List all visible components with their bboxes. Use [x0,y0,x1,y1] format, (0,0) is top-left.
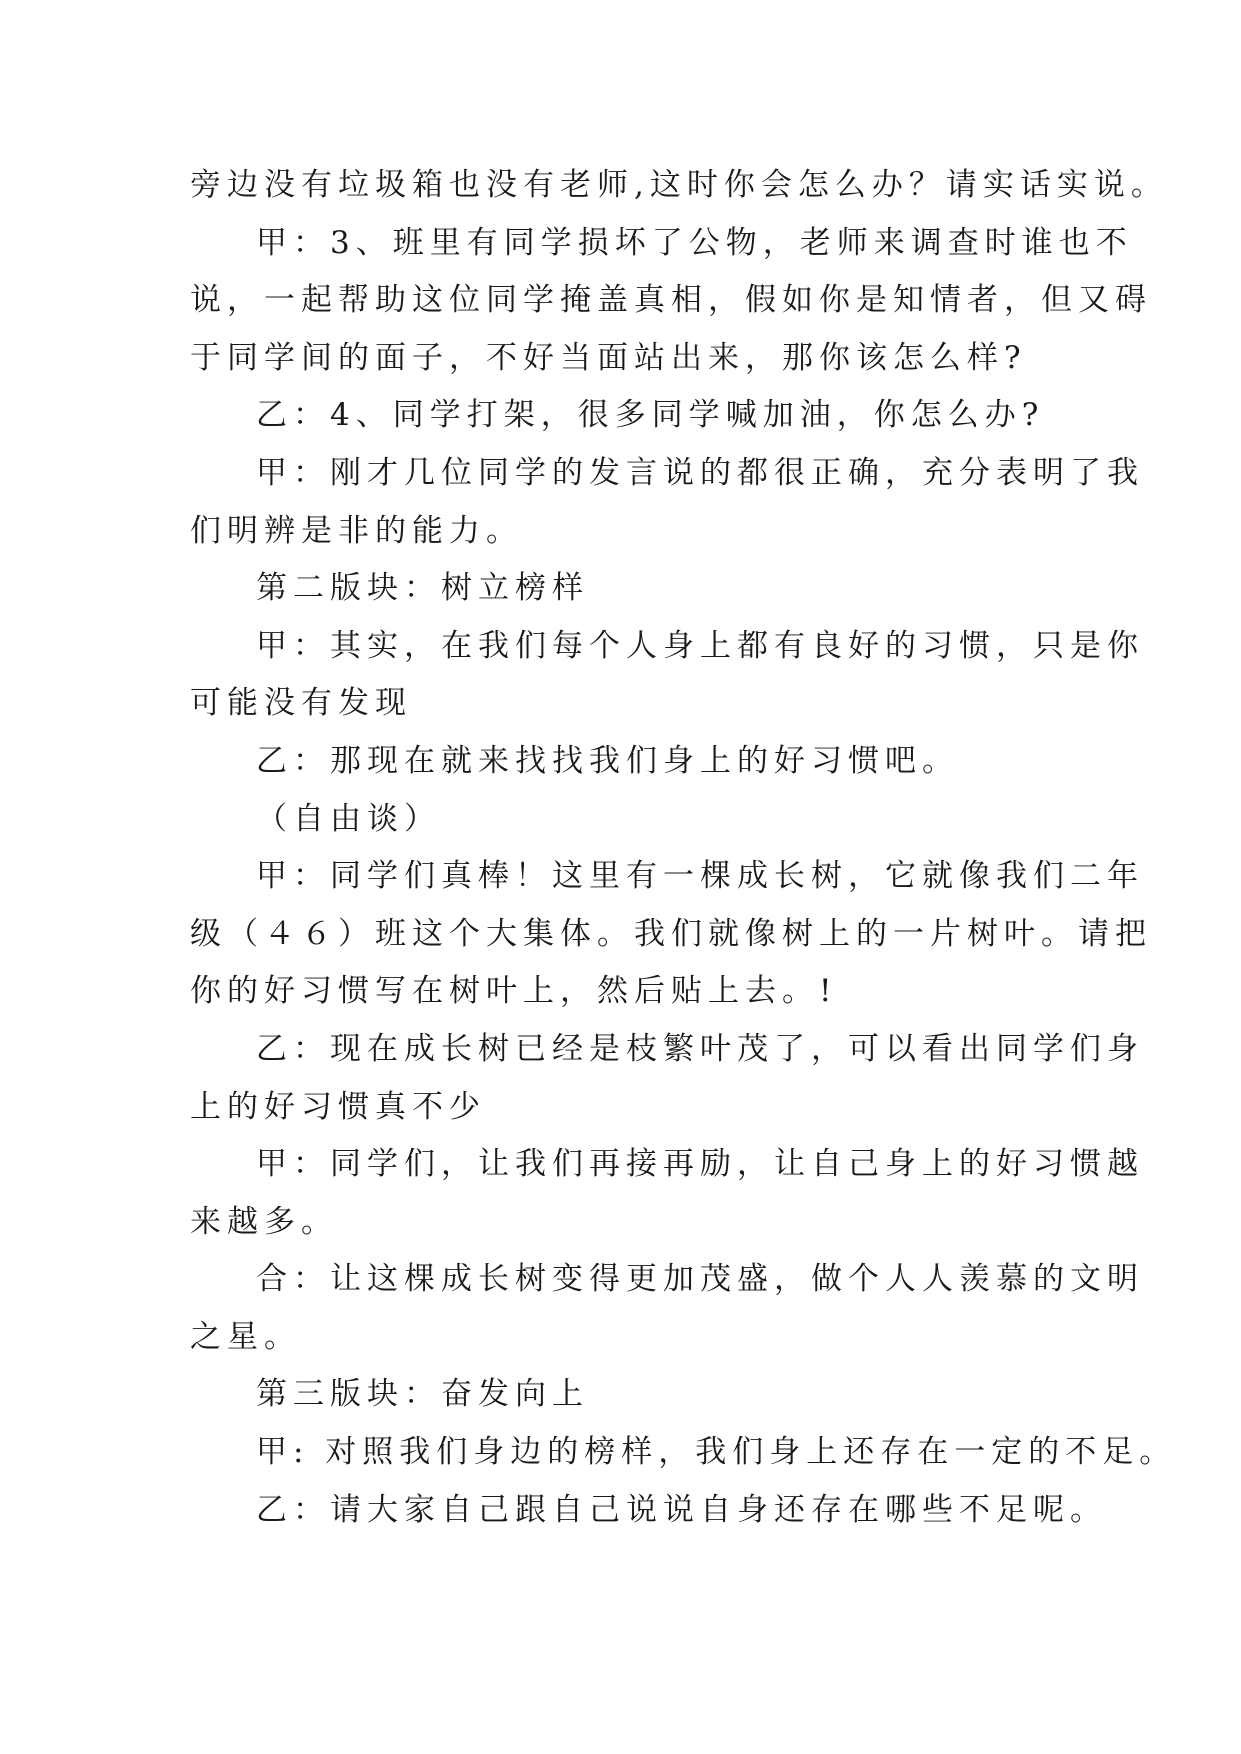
text-line: 旁边没有垃圾箱也没有老师,这时你会怎么办？请实话实说。 [190,167,1168,203]
text-line: 乙：请大家自己跟自己说说自身还存在哪些不足呢。 [256,1491,1107,1528]
text-line: 们明辨是非的能力。 [190,512,523,549]
text-line: 来越多。 [190,1203,338,1240]
text-line: 乙：4、同学打架，很多同学喊加油，你怎么办? [256,397,1045,434]
text-line: 乙：现在成长树已经是枝繁叶茂了，可以看出同学们身 [256,1030,1144,1067]
text-line: 说，一起帮助这位同学掩盖真相，假如你是知情者，但又碍 [190,282,1152,319]
text-line: 级（４６）班这个大集体。我们就像树上的一片树叶。请把 [190,915,1152,952]
text-line: 上的好习惯真不少 [190,1088,486,1125]
text-line: 甲：其实，在我们每个人身上都有良好的习惯，只是你 [256,627,1144,664]
text-line: 你的好习惯写在树叶上，然后贴上去。! [190,973,838,1010]
text-line: 甲：刚才几位同学的发言说的都很正确，充分表明了我 [256,454,1144,491]
text-line: 乙：那现在就来找找我们身上的好习惯吧。 [256,742,959,779]
section-heading: 第二版块：树立榜样 [256,570,589,607]
text-line: 甲：同学们真棒！这里有一棵成长树，它就像我们二年 [256,858,1144,895]
text-line: 甲：3、班里有同学损坏了公物，老师来调查时谁也不 [256,224,1133,261]
section-heading: 第三版块：奋发向上 [256,1376,589,1413]
text-line: （自由谈） [256,800,441,837]
text-line: 于同学间的面子，不好当面站出来，那你该怎么样? [190,339,1027,376]
text-line: 甲：同学们，让我们再接再励，让自己身上的好习惯越 [256,1146,1144,1183]
text-line: 可能没有发现 [190,685,412,722]
document-body [190,157,1177,1539]
text-line: 甲: 对照我们身边的榜样，我们身上还存在一定的不足。 [256,1434,1177,1471]
text-line: 合：让这棵成长树变得更加茂盛，做个人人羡慕的文明 [256,1261,1144,1298]
text-line: 之星。 [190,1318,301,1355]
